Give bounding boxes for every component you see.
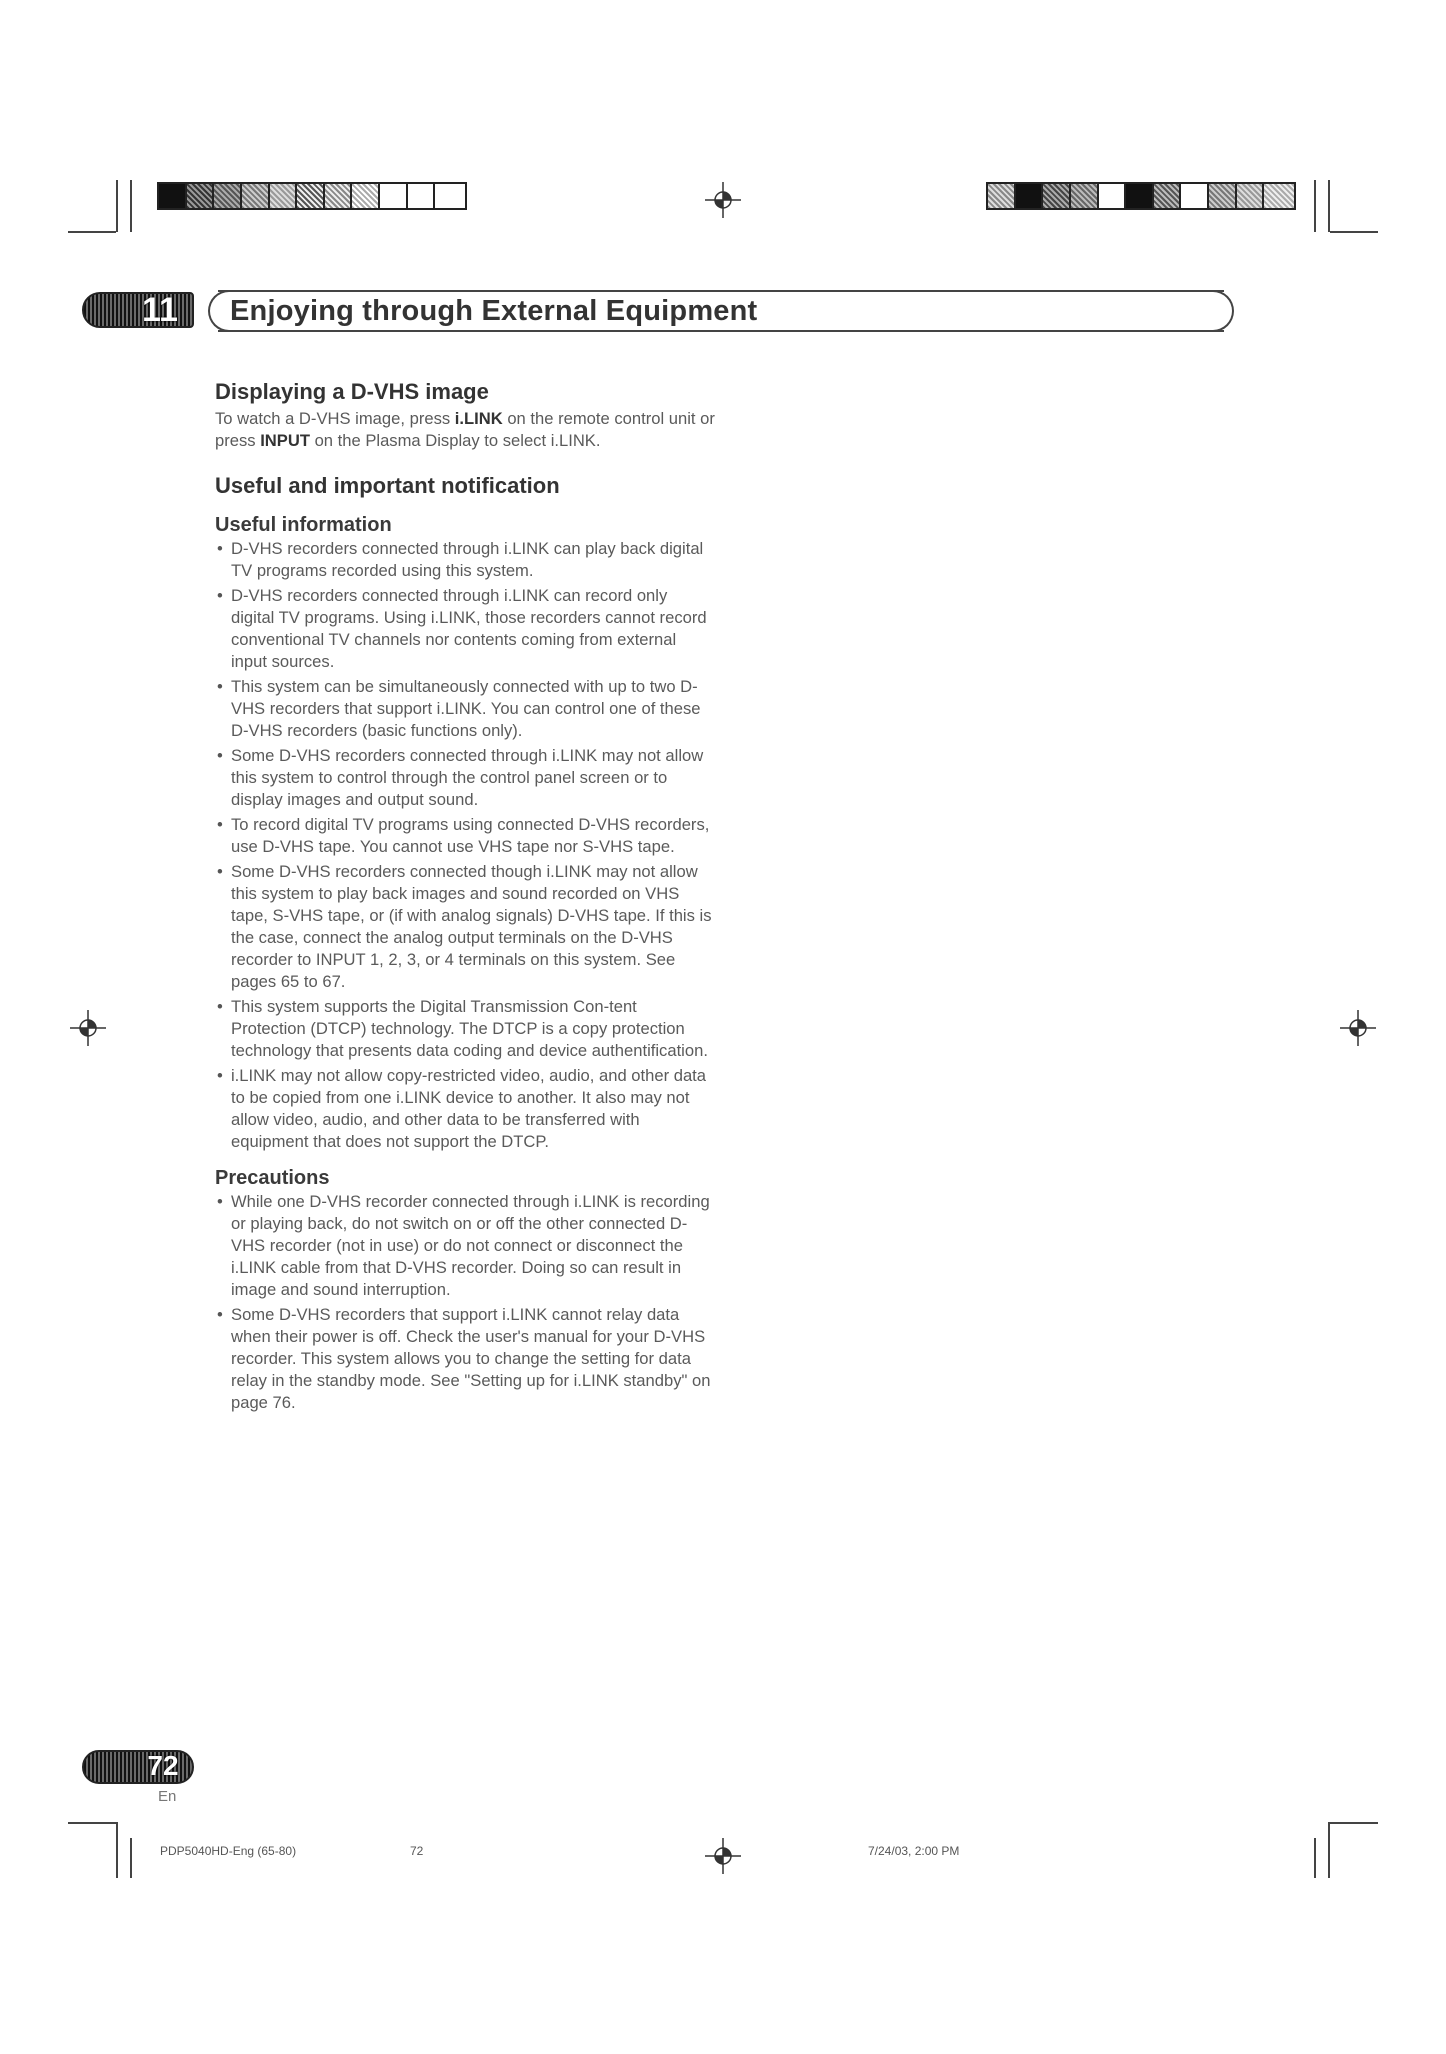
registration-mark-icon — [1340, 1010, 1376, 1046]
para-text: To watch a D-VHS image, press — [215, 409, 455, 428]
list-item: • This system can be simultaneously connected with up to two D-VHS recorders that support i.LINK. You can control one of these D-VHS recorders (basic functions only). — [215, 676, 715, 742]
crop-mark — [1330, 1822, 1378, 1824]
crop-mark — [1328, 1822, 1330, 1878]
chapter-title: Enjoying through External Equipment — [230, 295, 758, 327]
crop-mark — [116, 1822, 118, 1878]
color-bar-left — [157, 182, 467, 210]
page-language: En — [158, 1788, 177, 1805]
crop-mark — [1314, 180, 1316, 232]
list-item: • Some D-VHS recorders connected through i.LINK may not allow this system to control through the control panel screen or to display images and output sound. — [215, 745, 715, 811]
section-heading: Useful and important notification — [215, 473, 560, 498]
subsection-heading: Useful information — [215, 514, 392, 536]
chapter-title-frame-cap — [1212, 290, 1234, 332]
footer-file: PDP5040HD-Eng (65-80) — [160, 1844, 297, 1858]
page-number: 72 — [147, 1750, 179, 1781]
para-text: on the Plasma Display to select i.LINK. — [309, 431, 601, 450]
section-paragraph — [215, 408, 715, 452]
registration-mark-icon — [70, 1010, 106, 1046]
crop-mark — [1314, 1838, 1316, 1878]
list-item: • D-VHS recorders connected through i.LINK can play back digital TV programs recorded using this system. — [215, 538, 715, 582]
footer-page: 72 — [410, 1844, 424, 1858]
key-ilink: i.LINK — [454, 409, 503, 428]
para-text: on the remote control unit or press — [215, 409, 715, 450]
subsection-heading: Precautions — [215, 1167, 330, 1189]
section-heading: Displaying a D-VHS image — [215, 379, 489, 404]
list-item: • Some D-VHS recorders connected though i.LINK may not allow this system to play back images and sound recorded on VHS tape, S-VHS tape, or (if with analog signals) D-VHS tape. If this is the case, connect the analog output terminals on the D-VHS recorder to INPUT 1, 2, 3, or 4 terminals on this system. See pages 65 to 67. — [215, 861, 715, 993]
color-bar-right — [986, 182, 1296, 210]
registration-mark-icon — [705, 1838, 741, 1874]
list-item: • i.LINK may not allow copy-restricted video, audio, and other data to be copied from one i.LINK device to another. It also may not allow video, audio, and other data to be transferred with equipment that does not support the DTCP. — [215, 1065, 715, 1153]
chapter-number: 11 — [142, 291, 178, 329]
key-input: INPUT — [260, 431, 310, 450]
footer-date: 7/24/03, 2:00 PM — [868, 1844, 960, 1858]
registration-mark-icon — [705, 182, 741, 218]
useful-info-list — [215, 538, 715, 1153]
crop-mark — [130, 180, 132, 232]
crop-mark — [68, 231, 116, 233]
main-column — [215, 378, 715, 1417]
list-item: • Some D-VHS recorders that support i.LINK cannot relay data when their power is off. Check the user's manual for your D-VHS recorder. This system allows you to change the setting for data relay in the standby mode. See "Setting up for i.LINK standby" on page 76. — [215, 1304, 715, 1414]
list-item: • D-VHS recorders connected through i.LINK can record only digital TV programs. Using i.LINK, those recorders cannot record conventional TV channels nor contents coming from external input sources. — [215, 585, 715, 673]
crop-mark — [1328, 180, 1330, 232]
crop-mark — [116, 180, 118, 232]
crop-mark — [130, 1838, 132, 1878]
crop-mark — [1330, 231, 1378, 233]
list-item: • This system supports the Digital Transmission Con-tent Protection (DTCP) technology. The DTCP is a copy protection technology that presents data coding and device authentification. — [215, 996, 715, 1062]
precautions-list — [215, 1191, 715, 1414]
list-item: • While one D-VHS recorder connected through i.LINK is recording or playing back, do not switch on or off the other connected D-VHS recorder (not in use) or do not connect or disconnect the i.LINK cable from that D-VHS recorder. Doing so can result in image and sound interruption. — [215, 1191, 715, 1301]
chapter-title-frame-cap — [208, 290, 230, 332]
list-item: • To record digital TV programs using connected D-VHS recorders, use D-VHS tape. You cannot use VHS tape nor S-VHS tape. — [215, 814, 715, 858]
crop-mark — [68, 1822, 116, 1824]
